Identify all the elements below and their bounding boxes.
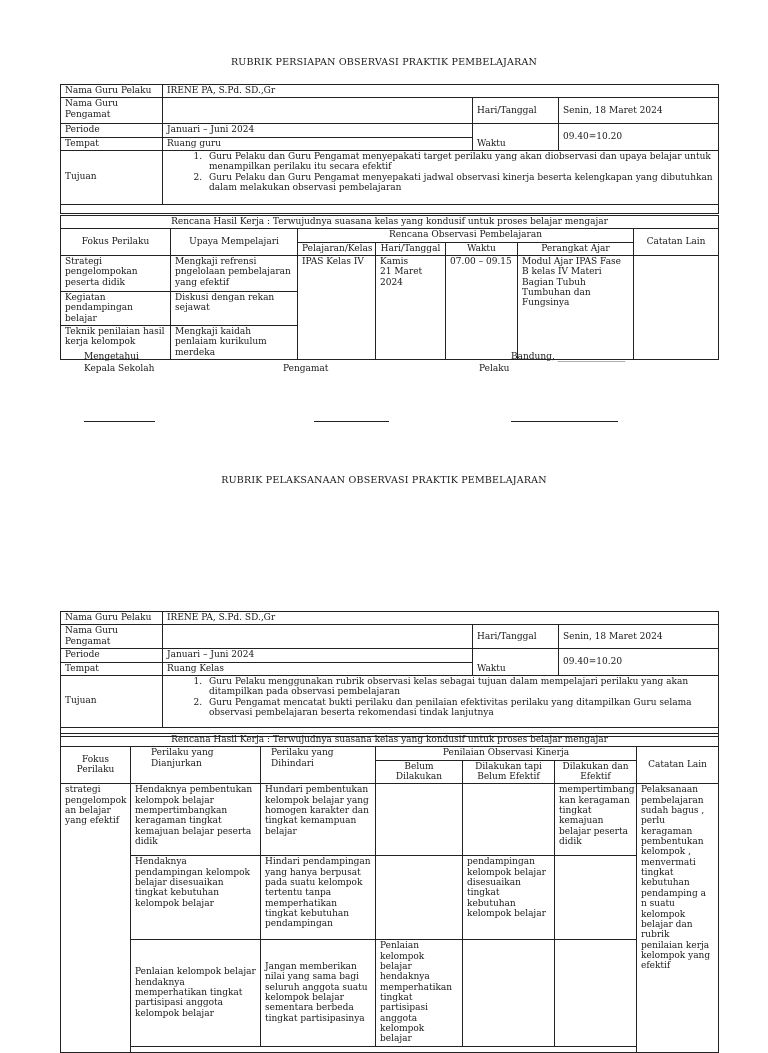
dianjurkan-cell: Hendaknya pembentukan kelompok belajar mempertimbangkan keragaman tingkat kemajuan belajar peserta didik [131,784,261,856]
header-dilakukan-belum-efektif: Dilakukan tapi Belum Efektif [463,760,555,784]
tapi-cell [463,784,555,856]
label-tujuan: Tujuan [61,676,163,728]
header-dilakukan-efektif: Dilakukan dan Efektif [555,760,637,784]
header-fokus-perilaku: Fokus Perilaku [61,747,131,784]
hari-cell: Kamis 21 Maret 2024 [376,256,446,360]
tujuan-list [167,677,714,718]
value-guru-pengamat [163,625,473,649]
signature-line [511,421,618,422]
label-hari-tanggal: Hari/Tanggal [473,98,559,124]
fokus-cell: Strategi pengelompokan peserta didik [61,256,171,292]
efektif-cell [555,940,637,1046]
value-guru-pelaku: IRENE PA, S.Pd. SD.,Gr [163,85,719,98]
value-guru-pelaku: IRENE PA, S.Pd. SD.,Gr [163,612,719,625]
catatan-cell: Pelaksanaan pembelajaran sudah bagus , perlu keragaman pembentukan kelompok , menvermati tingkat kebutuhan pendamping a n suatu kelompok belajar dan rubrik penilaian kerja kelompok yang efektif [637,784,719,1052]
signature-line [314,421,389,422]
label-guru-pengamat: Nama Guru Pengamat [61,98,163,124]
label-guru-pelaku: Nama Guru Pelaku [61,85,163,98]
tujuan-list-cell [163,151,719,205]
fokus-cell: Kegiatan pendampingan belajar [61,292,171,326]
label-guru-pengamat: Nama Guru Pengamat [61,625,163,649]
exec-identity-table [60,611,719,737]
header-catatan-lain: Catatan Lain [634,229,719,256]
sig-pengamat: Pengamat [283,364,329,374]
dihindari-cell: Jangan memberikan nilai yang sama bagi seluruh anggota suatu kelompok belajar sementara berbeda tingkat partisipasinya [261,940,376,1046]
fokus-cell: strategi pengelompok an belajar yang efektif [61,784,131,1052]
header-perilaku-dianjurkan: Perilaku yang Dianjurkan [131,747,261,784]
label-tempat: Tempat [61,662,163,675]
value-hari-tanggal: Senin, 18 Maret 2024 [559,625,719,649]
exec-rencana-hasil-kerja: Rencana Hasil Kerja : Terwujudnya suasana kelas yang kondusif untuk proses belajar mengajar [61,734,719,747]
signature-line [84,421,155,422]
dianjurkan-cell: Penlaian kelompok belajar hendaknya memperhatikan tingkat partisipasi anggota kelompok belajar [131,940,261,1046]
value-tempat: Ruang Kelas [163,662,473,675]
label-waktu: Waktu [473,124,559,151]
value-guru-pengamat [163,98,473,124]
label-tujuan: Tujuan [61,151,163,205]
label-periode: Periode [61,649,163,662]
tapi-cell [463,940,555,1046]
value-waktu: 09.40=10.20 [559,649,719,676]
belum-cell [376,784,463,856]
sig-pelaku: Pelaku [479,364,510,374]
spacer-row [61,205,719,214]
sig-kepala-sekolah: Kepala Sekolah [84,364,155,374]
tujuan-list [167,152,714,193]
value-periode: Januari – Juni 2024 [163,124,473,137]
label-hari-tanggal: Hari/Tanggal [473,625,559,649]
header-pelajaran-kelas: Pelajaran/Kelas [298,242,376,255]
dihindari-cell: Hindari pendampingan yang hanya berpusat pada suatu kelompok tertentu tanpa memperhatikan tingkat kebutuhan pendampingan [261,856,376,940]
efektif-cell: mempertimbang kan keragaman tingkat kemajuan belajar peserta didik [555,784,637,856]
waktu-cell: 07.00 – 09.15 [446,256,518,360]
tujuan-item: 2. Guru Pelaku dan Guru Pengamat menyepakati jadwal observasi kinerja beserta kelengkapan yang dibutuhkan dalam melakukan observasi pembelajaran [205,173,714,194]
label-waktu: Waktu [473,649,559,676]
pelajaran-cell: IPAS Kelas IV [298,256,376,360]
tapi-cell: pendampingan kelompok belajar disesuaikan tingkat kebutuhan kelompok belajar [463,856,555,940]
prep-title: RUBRIK PERSIAPAN OBSERVASI PRAKTIK PEMBELAJARAN [230,57,538,68]
header-catatan-lain: Catatan Lain [637,747,719,784]
sig-bandung: Bandung, _______________ [511,352,626,362]
label-tempat: Tempat [61,137,163,150]
prep-rencana-hasil-kerja: Rencana Hasil Kerja : Terwujudnya suasana kelas yang kondusif untuk proses belajar mengajar [61,216,719,229]
header-upaya-mempelajari: Upaya Mempelajari [171,229,298,256]
prep-plan-table [60,215,719,360]
upaya-cell: Diskusi dengan rekan sejawat [171,292,298,326]
tujuan-item: 1. Guru Pelaku menggunakan rubrik observasi kelas sebagai tujuan dalam mempelajari perilaku yang akan ditampilkan pada observasi pembelajaran [205,677,714,698]
exec-assessment-table [60,733,719,1053]
prep-identity-table [60,84,719,214]
continuation-row [131,1046,637,1052]
header-rencana-observasi: Rencana Observasi Pembelajaran [298,229,634,242]
dihindari-cell: Hundari pembentukan kelompok belajar yang homogen karakter dan tingkat kemampuan belajar [261,784,376,856]
value-periode: Januari – Juni 2024 [163,649,473,662]
upaya-cell: Mengkaji refrensi pngelolaan pembelajaran yang efektif [171,256,298,292]
value-tempat: Ruang guru [163,137,473,150]
header-perilaku-dihindari: Perilaku yang Dihindari [261,747,376,784]
label-periode: Periode [61,124,163,137]
tujuan-item: 1. Guru Pelaku dan Guru Pengamat menyepakati target perilaku yang akan diobservasi dan upaya belajar untuk menampilkan perilaku itu secara efektif [205,152,714,173]
dianjurkan-cell: Hendaknya pendampingan kelompok belajar disesuaikan tingkat kebutuhan kelompok belajar [131,856,261,940]
tujuan-item: 2. Guru Pengamat mencatat bukti perilaku dan penilaian efektivitas perilaku yang ditampilkan Guru selama observasi pembelajaran beserta rekomendasi tindak lanjutnya [205,698,714,719]
sig-mengetahui: Mengetahui [84,352,139,362]
header-belum-dilakukan: Belum Dilakukan [376,760,463,784]
value-hari-tanggal: Senin, 18 Maret 2024 [559,98,719,124]
value-waktu: 09.40=10.20 [559,124,719,151]
header-hari-tanggal: Hari/Tanggal [376,242,446,255]
header-fokus-perilaku: Fokus Perilaku [61,229,171,256]
efektif-cell [555,856,637,940]
header-waktu: Waktu [446,242,518,255]
belum-cell: Penlaian kelompok belajar hendaknya memperhatikan tingkat partisipasi anggota kelompok belajar [376,940,463,1046]
exec-title: RUBRIK PELAKSANAAN OBSERVASI PRAKTIK PEMBELAJARAN [221,475,547,486]
header-perangkat-ajar: Perangkat Ajar [518,242,634,255]
tujuan-list-cell [163,676,719,728]
perangkat-cell: Modul Ajar IPAS Fase B kelas IV Materi Bagian Tubuh Tumbuhan dan Fungsinya [518,256,634,360]
belum-cell [376,856,463,940]
label-guru-pelaku: Nama Guru Pelaku [61,612,163,625]
upaya-cell: Mengkaji kaidah penlaiam kurikulum merdeka [171,326,298,360]
fokus-cell: Teknik penilaian hasil kerja kelompok [61,326,171,360]
header-penilaian-observasi: Penilaian Observasi Kinerja [376,747,637,760]
catatan-cell [634,256,719,360]
